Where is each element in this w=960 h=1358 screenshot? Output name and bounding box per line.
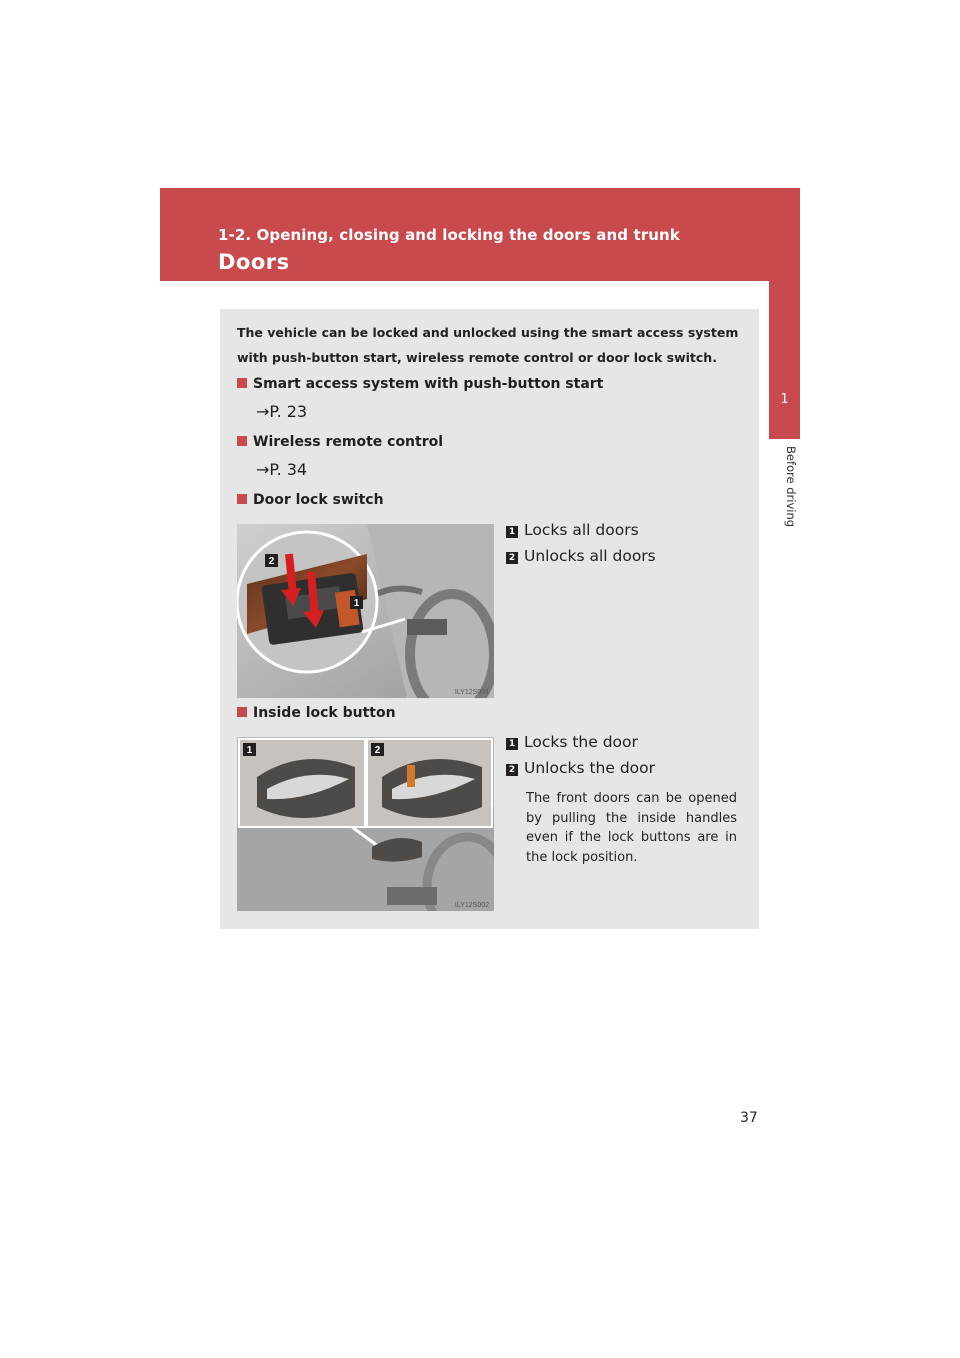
- svg-text:2: 2: [268, 556, 275, 567]
- page-number: 37: [740, 1110, 758, 1126]
- square-bullet-icon: [237, 494, 247, 504]
- page-title: Doors: [218, 250, 290, 274]
- svg-text:1: 1: [246, 745, 253, 756]
- step-badge: 1: [506, 526, 518, 538]
- heading-smart-access: [237, 376, 603, 392]
- step-text: Locks all doors: [524, 521, 639, 539]
- step-badge: 2: [506, 764, 518, 776]
- heading-text: Wireless remote control: [253, 434, 444, 450]
- page-ref-wireless[interactable]: →P. 34: [256, 460, 308, 479]
- chapter-label: Before driving: [784, 446, 798, 528]
- inside-lock-note: The front doors can be opened by pulling the inside handles even if the lock buttons are in the lock position.: [526, 791, 737, 865]
- step-text: Unlocks the door: [524, 759, 656, 777]
- svg-text:1: 1: [353, 598, 360, 609]
- step-unlocks-the-door: [506, 759, 655, 777]
- section-label: 1-2. Opening, closing and locking the doors and trunk: [218, 226, 680, 244]
- figure-id: ILY12S002: [454, 902, 489, 909]
- figure-id: ILY12S001: [454, 689, 489, 696]
- heading-text: Smart access system with push-button start: [253, 376, 604, 392]
- svg-text:2: 2: [374, 745, 381, 756]
- step-badge: 2: [506, 552, 518, 564]
- step-locks-all-doors: [506, 521, 639, 539]
- page-ref-smart-access[interactable]: →P. 23: [256, 402, 308, 421]
- step-text: Locks the door: [524, 733, 638, 751]
- step-text: Unlocks all doors: [524, 547, 656, 565]
- step-locks-the-door: [506, 733, 638, 751]
- chapter-number: 1: [780, 392, 789, 407]
- step-unlocks-all-doors: [506, 547, 656, 565]
- heading-door-lock-switch: [237, 492, 384, 508]
- step-badge: 1: [506, 738, 518, 750]
- door-lock-switch-figure: [237, 524, 494, 698]
- heading-text: Inside lock button: [253, 705, 396, 721]
- square-bullet-icon: [237, 378, 247, 388]
- square-bullet-icon: [237, 436, 247, 446]
- chapter-tab: [769, 281, 800, 439]
- heading-inside-lock-button: [237, 705, 396, 721]
- heading-wireless: [237, 434, 443, 450]
- square-bullet-icon: [237, 707, 247, 717]
- inside-lock-button-figure: [237, 737, 494, 911]
- heading-text: Door lock switch: [253, 492, 384, 508]
- intro-text: The vehicle can be locked and unlocked using the smart access system with push-button start, wireless remote control or door lock switch.: [237, 325, 739, 365]
